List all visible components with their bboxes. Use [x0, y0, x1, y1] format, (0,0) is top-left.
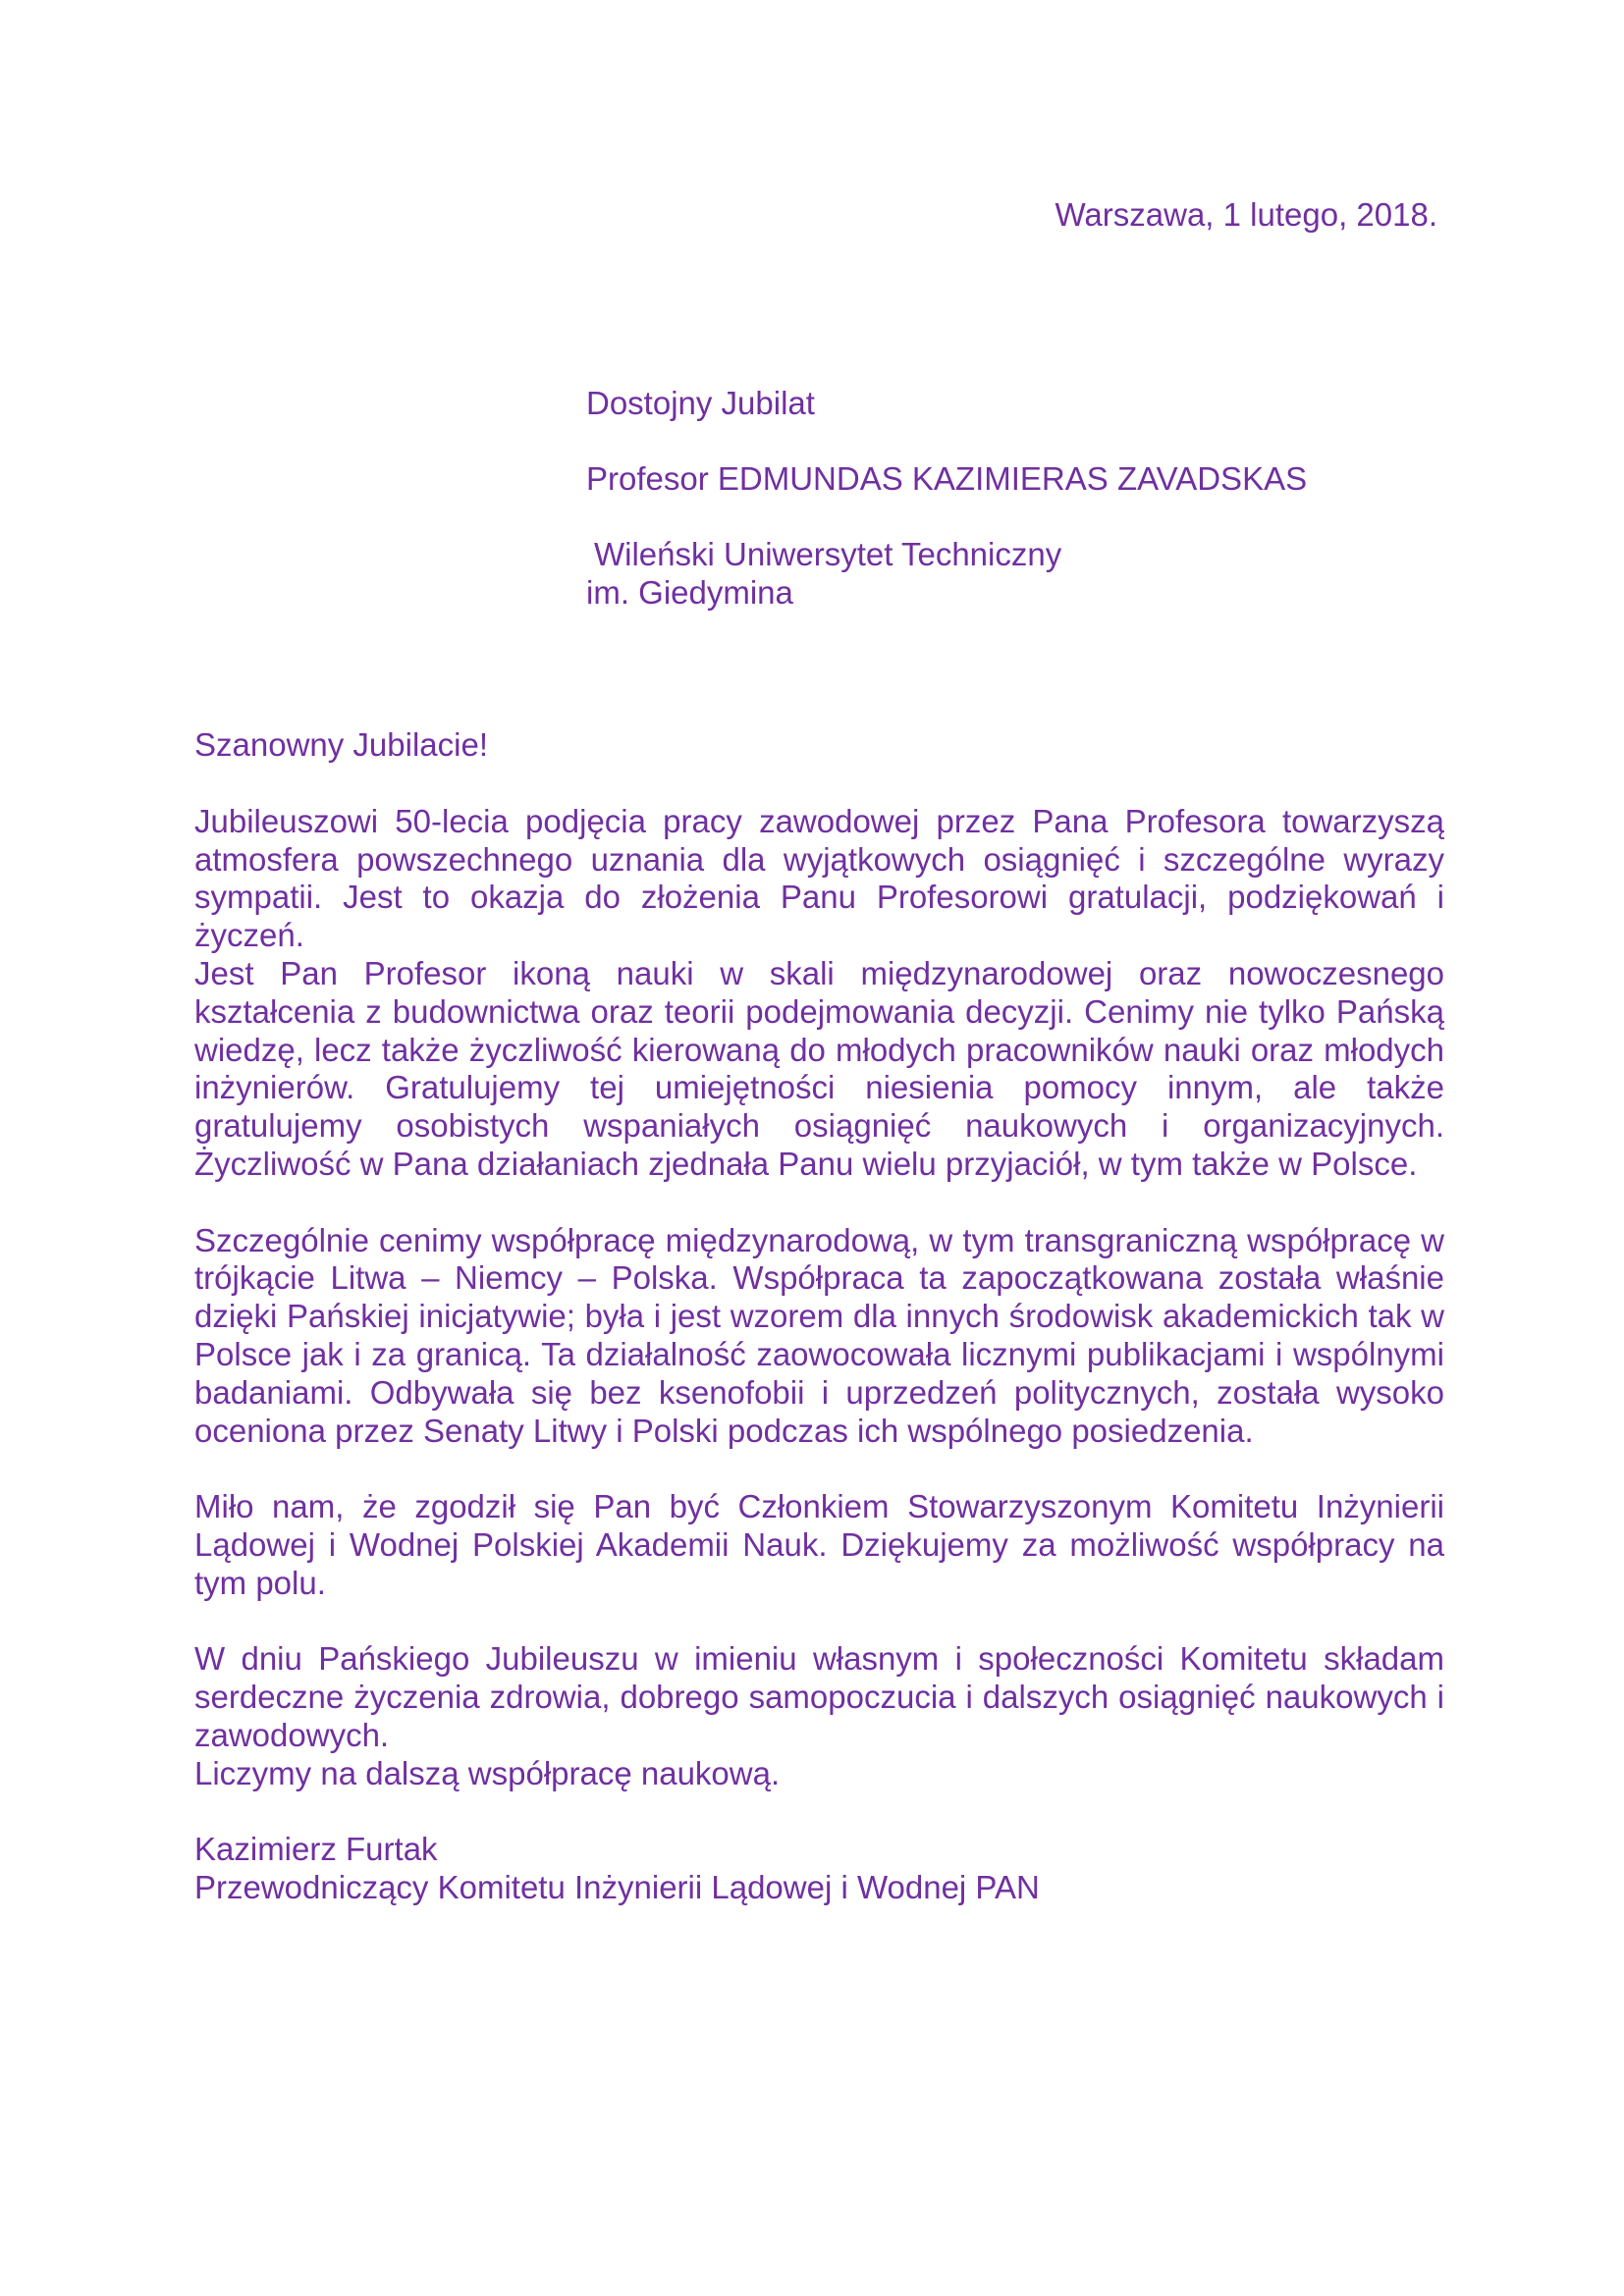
paragraph-cooperation: Szczególnie cenimy współpracę międzynarodową, w tym transgraniczną współpracę w trójkącie Litwa – Niemcy – Polska. Współpraca ta zapoczątkowana została właśnie dzięki Pańskiej inicjatywie; była i jest wzorem dla innych środowisk akademickich tak w Polsce jak i za granicą. Ta działalność zaowocowała licznymi publikacjami i wspólnymi badaniami. Odbywała się bez ksenofobii i uprzedzeń politycznych, została wysoko oceniona przez Senaty Litwy i Polski podczas ich wspólnego posiedzenia.	[194, 1221, 1444, 1449]
paragraph-membership: Miło nam, że zgodził się Pan być Członkiem Stowarzyszonym Komitetu Inżynierii Lądowej i Wodnej Polskiej Akademii Nauk. Dziękujemy za możliwość współpracy na tym polu.	[194, 1488, 1444, 1601]
recipient-institution-suffix: im. Giedymina	[586, 574, 793, 611]
signature-block	[194, 1831, 1444, 1907]
recipient-greeting: Dostojny Jubilat	[586, 385, 815, 421]
letter-date: Warszawa, 1 lutego, 2018.	[1055, 196, 1437, 233]
recipient-block	[586, 384, 1307, 612]
salutation: Szanowny Jubilacie!	[194, 726, 488, 763]
recipient-institution: Wileński Uniwersytet Techniczny	[594, 536, 1062, 572]
paragraph-jubilee: Jubileuszowi 50-lecia podjęcia pracy zawodowej przez Pana Profesora towarzyszą atmosfera powszechnego uznania dla wyjątkowych osiągnięć i szczególne wyrazy sympatii. Jest to okazja do złożenia Panu Profesorowi gratulacji, podziękowań i życzeń.	[194, 802, 1444, 954]
signature-title: Przewodniczący Komitetu Inżynierii Lądowej i Wodnej PAN	[194, 1869, 1040, 1906]
recipient-name: Profesor EDMUNDAS KAZIMIERAS ZAVADSKAS	[586, 460, 1308, 497]
paragraph-closing: Liczymy na dalszą współpracę naukową.	[194, 1754, 781, 1791]
paragraph-wishes: W dniu Pańskiego Jubileuszu w imieniu własnym i społeczności Komitetu składam serdeczne życzenia zdrowia, dobrego samopoczucia i dalszych osiągnięć naukowych i zawodowych.	[194, 1640, 1444, 1753]
signature-name: Kazimierz Furtak	[194, 1831, 438, 1868]
letter-body	[194, 726, 1444, 1907]
paragraph-achievements: Jest Pan Profesor ikoną nauki w skali międzynarodowej oraz nowoczesnego kształcenia z budownictwa oraz teorii podejmowania decyzji. Cenimy nie tylko Pańską wiedzę, lecz także życzliwość kierowaną do młodych pracowników nauki oraz młodych inżynierów. Gratulujemy tej umiejętności niesienia pomocy innym, ale także gratulujemy osobistych wspaniałych osiągnięć naukowych i organizacyjnych. Życzliwość w Pana działaniach zjednała Panu wielu przyjaciół, w tym także w Polsce.	[194, 954, 1444, 1182]
